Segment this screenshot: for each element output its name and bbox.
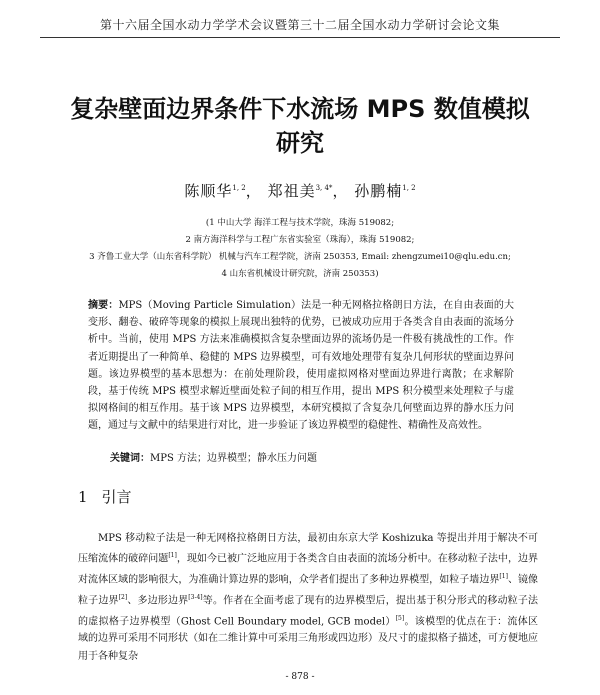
running-header: 第十六届全国水动力学学术会议暨第三十二届全国水动力学研讨会论文集 (99, 18, 500, 32)
citation: [1] (168, 552, 177, 560)
paper-title-line1: 复杂壁面边界条件下水流场 MPS 数值模拟 (70, 95, 530, 123)
author-list (40, 180, 560, 201)
affiliation-line: 4 山东省机械设计研究院，济南 250353) (221, 269, 379, 279)
keywords-label: 关键词： (110, 453, 150, 464)
paper-title-line2: 研究 (276, 129, 324, 157)
keywords-text: MPS 方法；边界模型；静水压力问题 (150, 453, 317, 464)
author-separator: ， (245, 182, 262, 200)
citation: [1] (499, 573, 508, 581)
section-number: 1 (78, 488, 88, 506)
intro-text: 等。作者在全面考虑了现有的边界模型后，提出基于积分形式的移动粒子法的虚拟格子边界模型（Ghost Cell Boundary model, GCB model） (78, 595, 539, 627)
affiliation-line: 3 齐鲁工业大学（山东省科学院） 机械与汽车工程学院，济南 250353, Email: zhengzumei10@qlu.edu.cn; (89, 252, 511, 262)
intro-text: 、多边形边界 (127, 595, 189, 607)
author-name: 孙鹏楠 (354, 182, 403, 200)
abstract-text: MPS（Moving Particle Simulation）法是一种无网格拉格朗日方法，在自由表面的大变形、翻卷、破碎等现象的模拟上展现出独特的优势，已被成功应用于各类含自由表面的流场分析中。当前，使用 MPS 方法来准确模拟含复杂壁面边界的流场仍是一件极有挑战性的工作。作者近期提出了一种简单、稳健的 MPS 边界模型，可有效地处理带有复杂几何形状的壁面边界问题。该边界模型的基本思想为：在前处理阶段，使用虚拟网格对壁面边界进行离散；在求解阶段，基于传统 MPS 模型求解近壁面处粒子间的相互作用，提出 MPS 积分模型来处理粒子与虚拟网格间的相互作用。基于该 MPS 边界模型，本研究模拟了含复杂几何壁面边界的静水压力问题，通过与文献中的结果进行对比，进一步验证了该边界模型的稳健性、精确性及高效性。 (88, 300, 515, 432)
citation: [2] (118, 593, 128, 601)
affiliation-line: (1 中山大学 海洋工程与技术学院，珠海 519082; (205, 218, 395, 228)
header-rule (40, 37, 560, 38)
section-title: 引言 (101, 488, 132, 506)
intro-text: 、镜像粒子边界 (78, 574, 539, 607)
author-separator: ， (332, 182, 349, 200)
affiliation-line: 2 南方海洋科学与工程广东省实验室（珠海），珠海 519082; (185, 235, 415, 245)
author-name: 郑祖美 (267, 182, 316, 200)
intro-paragraph (78, 530, 538, 665)
author-name: 陈顺华 (184, 182, 233, 200)
author-affil-mark: 1, 2 (402, 184, 416, 192)
abstract (88, 297, 514, 435)
paper-title (40, 92, 560, 160)
page-number: - 878 - (285, 672, 315, 682)
intro-text: MPS 移动粒子法是一种无网格拉格朗日方法，最初由东京大学 Koshizuka 等提出并用于解决不可压缩流体的破碎问题 (78, 533, 538, 565)
section-heading (78, 486, 132, 507)
citation: [3-4] (188, 593, 203, 601)
intro-text: ，现如今已被广泛地应用于各类含自由表面的流场分析中。在移动粒子法中，边界对流体区域的影响很大，为准确计算边界的影响，众学者们提出了多种边界模型，如粒子墙边界 (78, 553, 539, 586)
intro-text: 。该模型的优点在于：流体区域的边界可采用不同形状（如在二维计算中可采用三角形或四边形）及尺寸的虚拟格子描述，可方便地应用于各种复杂 (78, 615, 538, 662)
author-affil-mark: 1, 2 (232, 184, 246, 192)
citation: [5] (395, 614, 405, 622)
abstract-label: 摘要： (88, 300, 119, 311)
keywords (110, 449, 514, 464)
author-affil-mark: 3, 4* (315, 184, 333, 192)
